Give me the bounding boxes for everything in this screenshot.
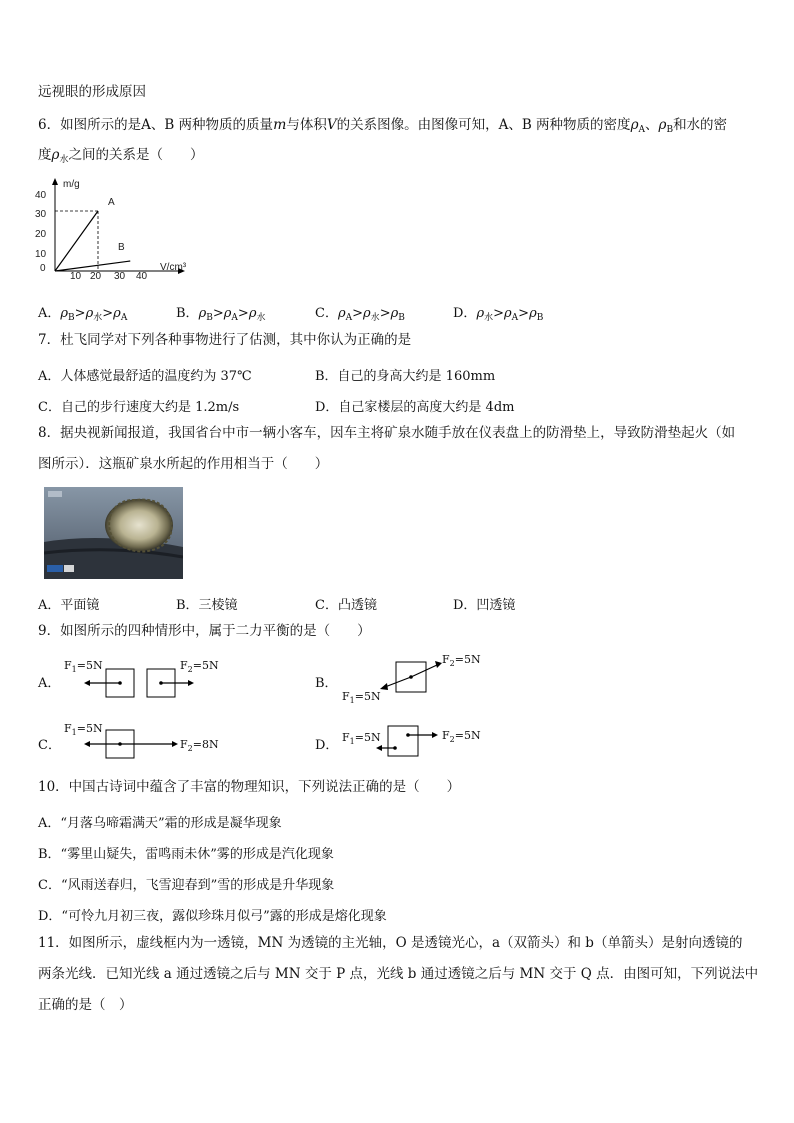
q8-option-c[interactable]: C．凸透镜 <box>315 598 377 613</box>
q6-option-d[interactable]: D．$\rho_水>\rho_A>\rho_B$ <box>453 306 544 323</box>
svg-text:F2=5N: $F_2=5N$ <box>442 653 481 668</box>
q9-option-a[interactable]: A． <box>38 676 61 691</box>
mass-volume-graph <box>30 175 210 283</box>
q10-option-b[interactable]: B．“雾里山疑失，雷鸣雨未休”雾的形成是汽化现象 <box>38 847 334 862</box>
q9-diagram-a <box>60 652 220 700</box>
q8-option-d[interactable]: D．凹透镜 <box>453 598 516 613</box>
svg-text:F1=5N: $F_1=5N$ <box>64 722 103 737</box>
svg-text:F1=5N: $F_1=5N$ <box>342 690 381 705</box>
q7-option-c[interactable]: C．自己的步行速度大约是 1.2m/s <box>38 400 240 415</box>
line-label-b: B <box>118 242 125 253</box>
question-7-text: 7．杜飞同学对下列各种事物进行了估测，其中你认为正确的是 <box>38 332 412 348</box>
text-line: 远视眼的形成原因 <box>38 84 146 100</box>
q10-option-c[interactable]: C．“风雨送春归，飞雪迎春到”雪的形成是升华现象 <box>38 878 335 893</box>
q8-option-b[interactable]: B．三棱镜 <box>176 598 238 613</box>
x-tick: 20 <box>90 271 102 282</box>
series-line-a <box>55 211 98 271</box>
dashboard-fire-photo <box>44 487 183 579</box>
q7-option-d[interactable]: D．自己家楼层的高度大约是 4dm <box>315 400 515 415</box>
y-tick: 30 <box>35 209 47 220</box>
question-8-text: 8．据央视新闻报道，我国省台中市一辆小客车，因车主将矿泉水随手放在仪表盘上的防滑垫上，导致防滑垫起火（如 <box>38 425 736 441</box>
q9-option-b[interactable]: B． <box>315 676 338 691</box>
line-label-a: A <box>108 197 115 208</box>
svg-text:F2=5N: $F_2=5N$ <box>180 659 219 674</box>
question-11-text-cont: 两条光线．已知光线 a 通过透镜之后与 MN 交于 P 点，光线 b 通过透镜之后与 MN 交于 Q 点．由图可知，下列说法中 <box>38 966 759 982</box>
q7-option-b[interactable]: B．自己的身高大约是 160mm <box>315 369 496 384</box>
question-6-text: 6．如图所示的是A、B 两种物质的质量m与体积V的关系图像。由图像可知，A、B 两种物质的密度$\rho_A$、$\rho_B$和水的密 <box>38 117 728 135</box>
q6-option-b[interactable]: B．$\rho_B>\rho_A>\rho_水$ <box>176 306 266 323</box>
y-tick: 40 <box>35 190 47 201</box>
y-tick: 10 <box>35 249 47 260</box>
question-11-text: 11．如图所示，虚线框内为一透镜，MN 为透镜的主光轴，O 是透镜光心，a（双箭头）和 b（单箭头）是射向透镜的 <box>38 935 743 951</box>
q7-option-a[interactable]: A．人体感觉最舒适的温度约为 37℃ <box>38 369 252 384</box>
q6-option-a[interactable]: A．$\rho_B>\rho_水>\rho_A$ <box>38 306 128 323</box>
y-tick: 20 <box>35 229 47 240</box>
q9-option-c[interactable]: C． <box>38 738 61 753</box>
q10-option-d[interactable]: D．“可怜九月初三夜，露似珍珠月似弓”露的形成是熔化现象 <box>38 909 387 924</box>
x-axis-label: V/cm³ <box>160 262 187 273</box>
svg-text:F2=5N: $F_2=5N$ <box>442 729 481 744</box>
svg-text:F1=5N: $F_1=5N$ <box>342 731 381 746</box>
question-11-text-cont2: 正确的是（ ） <box>38 997 133 1013</box>
svg-text:F2=8N: $F_2=8N$ <box>180 738 219 753</box>
x-tick: 30 <box>114 271 126 282</box>
question-6-text-cont: 度$\rho_水$之间的关系是（ ） <box>38 147 204 165</box>
q10-option-a[interactable]: A．“月落乌啼霜满天”霜的形成是凝华现象 <box>38 816 282 831</box>
q9-diagram-c <box>60 716 230 764</box>
q9-diagram-d <box>336 716 496 764</box>
plot-area <box>55 211 130 271</box>
series-line-b <box>55 261 130 271</box>
q6-option-c[interactable]: C．$\rho_A>\rho_水>\rho_B$ <box>315 306 405 323</box>
q8-option-a[interactable]: A．平面镜 <box>38 598 100 613</box>
q9-diagram-b <box>336 648 496 706</box>
y-axis-label: m/g <box>63 179 80 190</box>
q9-option-d[interactable]: D． <box>315 738 339 753</box>
x-tick: 10 <box>70 271 82 282</box>
x-tick: 40 <box>136 271 148 282</box>
svg-text:F1=5N: $F_1=5N$ <box>64 659 103 674</box>
y-tick: 0 <box>40 263 46 274</box>
question-8-text-cont: 图所示）．这瓶矿泉水所起的作用相当于（ ） <box>38 456 329 472</box>
question-10-text: 10．中国古诗词中蕴含了丰富的物理知识，下列说法正确的是（ ） <box>38 779 461 795</box>
question-9-text: 9．如图所示的四种情形中，属于二力平衡的是（ ） <box>38 623 371 639</box>
